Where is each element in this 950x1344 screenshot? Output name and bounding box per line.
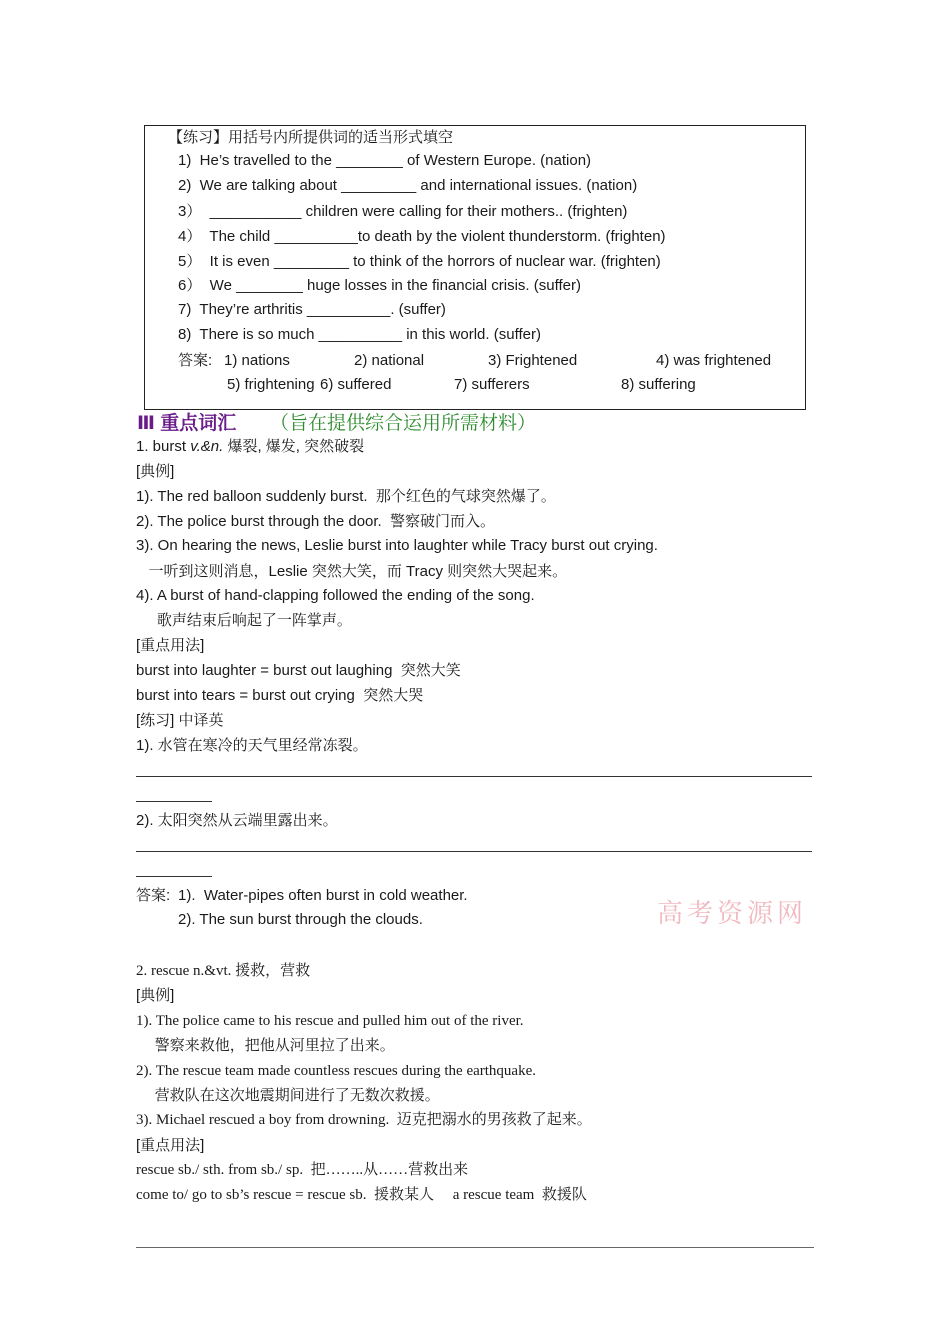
example-line: 1). The red balloon suddenly burst. 那个红色的气球突然爆了。 xyxy=(136,488,556,505)
examples-label: [典例] xyxy=(136,987,175,1004)
practice-line: 1). 水管在寒冷的天气里经常冻裂。 xyxy=(136,737,368,754)
exercise-item: 1) He’s travelled to the ________ of Western Europe. (nation) xyxy=(178,152,592,169)
exercise-item: 6） We ________ huge losses in the financial crisis. (suffer) xyxy=(178,277,581,294)
exercise-answer-label: 答案: xyxy=(178,352,213,369)
exercise-answer: 5) frightening xyxy=(227,376,315,393)
word-heading-prefix: 1. burst xyxy=(136,438,191,455)
exercise-item: 4） The child __________to death by the violent thunderstorm. (frighten) xyxy=(178,228,666,245)
exercise-answer: 6) suffered xyxy=(320,376,392,393)
usage-line: come to/ go to sb’s rescue = rescue sb. 援救某人 a rescue team 救援队 xyxy=(136,1187,587,1203)
practice-line: 2). 太阳突然从云端里露出来。 xyxy=(136,812,338,829)
word-heading-burst xyxy=(136,437,364,457)
example-line: 营救队在这次地震期间进行了无数次救援。 xyxy=(136,1088,440,1104)
word-heading-rescue: 2. rescue n.&vt. 援救，营救 xyxy=(136,963,311,979)
exercise-item: 2) We are talking about _________ and international issues. (nation) xyxy=(178,177,638,194)
section-title: Ⅲ 重点词汇 xyxy=(137,413,237,434)
example-line: 警察来救他，把他从河里拉了出来。 xyxy=(136,1038,395,1054)
example-line: 歌声结束后响起了一阵掌声。 xyxy=(136,612,352,629)
answer-blank-line xyxy=(136,776,812,777)
exercise-answer: 2) national xyxy=(354,352,425,369)
exercise-answer: 7) sufferers xyxy=(454,376,530,393)
usage-label: [重点用法] xyxy=(136,637,205,654)
exercise-answer: 3) Frightened xyxy=(488,352,578,369)
example-line: 3). Michael rescued a boy from drowning. 迈克把溺水的男孩救了起来。 xyxy=(136,1112,592,1128)
exercise-item: 7) They’re arthritis __________. (suffer) xyxy=(178,301,446,318)
usage-label: [重点用法] xyxy=(136,1137,205,1154)
word-pos: v.&n. xyxy=(190,438,224,455)
word-meaning: 爆裂, 爆发, 突然破裂 xyxy=(223,438,365,455)
example-line: 4). A burst of hand-clapping followed the ending of the song. xyxy=(136,587,535,604)
practice-answer: 2). The sun burst through the clouds. xyxy=(178,911,423,928)
example-line: 2). The rescue team made countless rescues during the earthquake. xyxy=(136,1063,536,1079)
exercise-answer: 8) suffering xyxy=(621,376,696,393)
exercise-item: 8) There is so much __________ in this world. (suffer) xyxy=(178,326,541,343)
watermark-stamp: 高考资源网 xyxy=(657,899,808,929)
answer-blank-line xyxy=(136,876,212,877)
answer-blank-line xyxy=(136,851,812,852)
exercise-answer: 1) nations xyxy=(224,352,290,369)
example-line: 2). The police burst through the door. 警察破门而入。 xyxy=(136,513,496,530)
examples-label: [典例] xyxy=(136,463,175,480)
usage-line: burst into tears = burst out crying 突然大哭 xyxy=(136,687,424,704)
usage-line: burst into laughter = burst out laughing 突然大笑 xyxy=(136,662,461,679)
exercise-item: 3） ___________ children were calling for their mothers.. (frighten) xyxy=(178,203,628,220)
exercise-item: 5） It is even _________ to think of the horrors of nuclear war. (frighten) xyxy=(178,253,661,270)
example-line: 一听到这则消息，Leslie 突然大笑，而 Tracy 则突然大哭起来。 xyxy=(136,563,568,580)
answer-blank-line xyxy=(136,801,212,802)
exercise-title: 【练习】用括号内所提供词的适当形式填空 xyxy=(168,129,454,146)
usage-line: rescue sb./ sth. from sb./ sp. 把……..从……营救出来 xyxy=(136,1162,469,1178)
practice-answer: 1). Water-pipes often burst in cold weather. xyxy=(178,887,468,904)
example-line: 1). The police came to his rescue and pulled him out of the river. xyxy=(136,1013,524,1029)
exercise-answer: 4) was frightened xyxy=(656,352,772,369)
example-line: 3). On hearing the news, Leslie burst into laughter while Tracy burst out crying. xyxy=(136,537,658,554)
footer-divider xyxy=(136,1247,814,1248)
practice-label: [练习] 中译英 xyxy=(136,712,224,729)
section-subtitle: （旨在提供综合运用所需材料） xyxy=(270,413,537,434)
practice-answer-label: 答案: xyxy=(136,887,171,904)
